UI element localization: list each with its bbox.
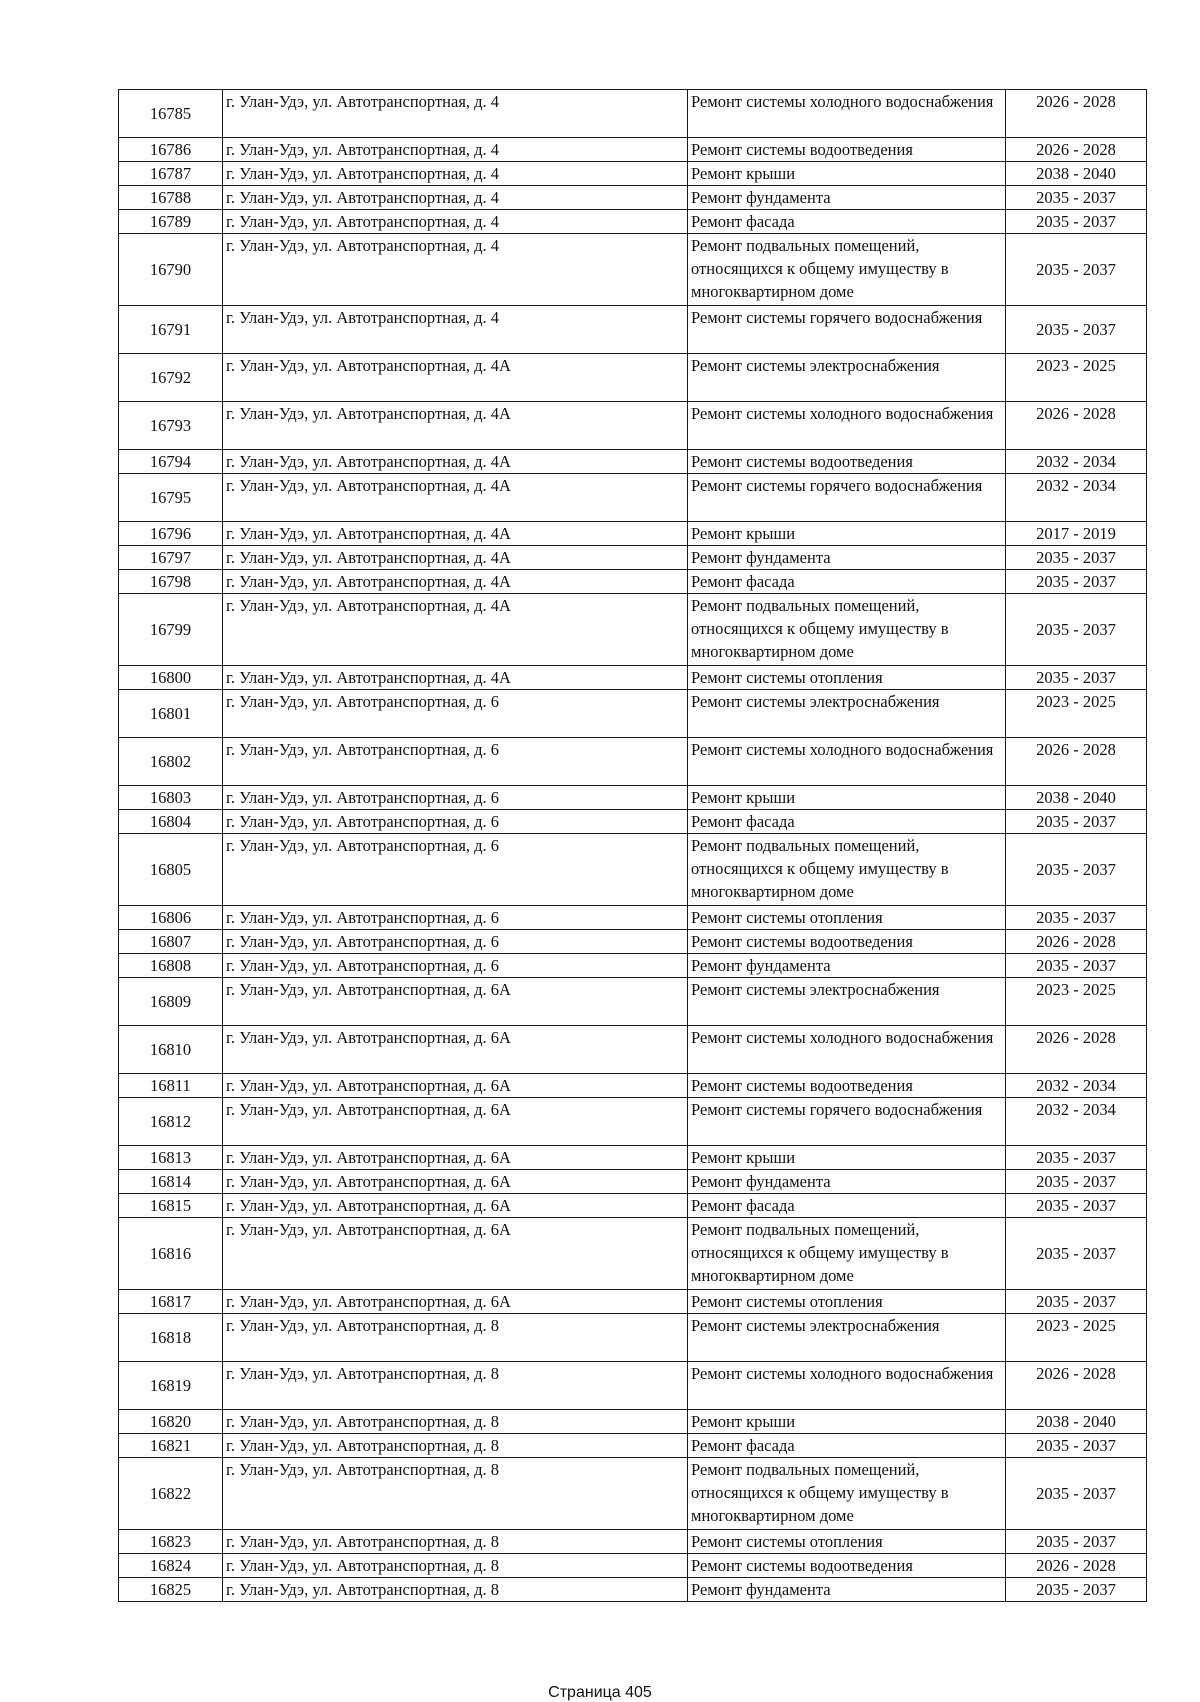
row-number: 16822 <box>119 1458 223 1530</box>
row-work-type: Ремонт фундамента <box>688 546 1006 570</box>
row-number: 16802 <box>119 738 223 786</box>
row-period: 2035 - 2037 <box>1006 1434 1147 1458</box>
row-period: 2035 - 2037 <box>1006 1146 1147 1170</box>
row-work-type: Ремонт подвальных помещений, относящихся к общему имуществу в многоквартирном доме <box>688 1458 1006 1530</box>
table-row <box>119 450 1147 474</box>
table-row <box>119 306 1147 354</box>
row-number: 16797 <box>119 546 223 570</box>
row-address: г. Улан-Удэ, ул. Автотранспортная, д. 4А <box>223 474 688 522</box>
row-number: 16811 <box>119 1074 223 1098</box>
table-row <box>119 906 1147 930</box>
row-address: г. Улан-Удэ, ул. Автотранспортная, д. 6А <box>223 1146 688 1170</box>
row-work-type: Ремонт системы водоотведения <box>688 930 1006 954</box>
row-work-type: Ремонт системы отопления <box>688 666 1006 690</box>
row-work-type: Ремонт системы холодного водоснабжения <box>688 738 1006 786</box>
row-work-type: Ремонт системы водоотведения <box>688 1554 1006 1578</box>
table-row <box>119 1578 1147 1602</box>
row-period: 2035 - 2037 <box>1006 1578 1147 1602</box>
row-address: г. Улан-Удэ, ул. Автотранспортная, д. 8 <box>223 1554 688 1578</box>
row-address: г. Улан-Удэ, ул. Автотранспортная, д. 4А <box>223 450 688 474</box>
table-row <box>119 666 1147 690</box>
row-period: 2035 - 2037 <box>1006 234 1147 306</box>
row-work-type: Ремонт подвальных помещений, относящихся к общему имуществу в многоквартирном доме <box>688 234 1006 306</box>
row-number: 16799 <box>119 594 223 666</box>
row-period: 2032 - 2034 <box>1006 474 1147 522</box>
row-address: г. Улан-Удэ, ул. Автотранспортная, д. 6А <box>223 1218 688 1290</box>
table-row <box>119 690 1147 738</box>
table-row <box>119 1098 1147 1146</box>
row-number: 16785 <box>119 90 223 138</box>
table-row <box>119 354 1147 402</box>
row-address: г. Улан-Удэ, ул. Автотранспортная, д. 4А <box>223 354 688 402</box>
row-number: 16818 <box>119 1314 223 1362</box>
row-work-type: Ремонт подвальных помещений, относящихся к общему имуществу в многоквартирном доме <box>688 1218 1006 1290</box>
row-work-type: Ремонт системы холодного водоснабжения <box>688 1026 1006 1074</box>
row-work-type: Ремонт подвальных помещений, относящихся к общему имуществу в многоквартирном доме <box>688 834 1006 906</box>
row-number: 16810 <box>119 1026 223 1074</box>
row-address: г. Улан-Удэ, ул. Автотранспортная, д. 6 <box>223 834 688 906</box>
row-address: г. Улан-Удэ, ул. Автотранспортная, д. 6А <box>223 1170 688 1194</box>
row-number: 16819 <box>119 1362 223 1410</box>
row-number: 16808 <box>119 954 223 978</box>
row-work-type: Ремонт системы электроснабжения <box>688 1314 1006 1362</box>
row-address: г. Улан-Удэ, ул. Автотранспортная, д. 4А <box>223 402 688 450</box>
row-period: 2035 - 2037 <box>1006 1458 1147 1530</box>
row-number: 16812 <box>119 1098 223 1146</box>
row-address: г. Улан-Удэ, ул. Автотранспортная, д. 4 <box>223 306 688 354</box>
row-period: 2023 - 2025 <box>1006 978 1147 1026</box>
row-work-type: Ремонт фасада <box>688 1434 1006 1458</box>
row-address: г. Улан-Удэ, ул. Автотранспортная, д. 8 <box>223 1458 688 1530</box>
row-work-type: Ремонт фасада <box>688 1194 1006 1218</box>
row-number: 16807 <box>119 930 223 954</box>
row-period: 2026 - 2028 <box>1006 138 1147 162</box>
table-row <box>119 1458 1147 1530</box>
row-number: 16804 <box>119 810 223 834</box>
row-address: г. Улан-Удэ, ул. Автотранспортная, д. 4 <box>223 162 688 186</box>
page-number: Страница 405 <box>548 1684 652 1701</box>
row-number: 16790 <box>119 234 223 306</box>
row-number: 16820 <box>119 1410 223 1434</box>
row-work-type: Ремонт крыши <box>688 786 1006 810</box>
row-period: 2032 - 2034 <box>1006 1098 1147 1146</box>
row-work-type: Ремонт системы водоотведения <box>688 138 1006 162</box>
row-period: 2035 - 2037 <box>1006 1194 1147 1218</box>
row-number: 16796 <box>119 522 223 546</box>
row-period: 2038 - 2040 <box>1006 162 1147 186</box>
row-period: 2035 - 2037 <box>1006 186 1147 210</box>
table-row <box>119 1026 1147 1074</box>
row-period: 2035 - 2037 <box>1006 210 1147 234</box>
table-row <box>119 954 1147 978</box>
table-row <box>119 402 1147 450</box>
table-row <box>119 1554 1147 1578</box>
table-row <box>119 522 1147 546</box>
row-period: 2035 - 2037 <box>1006 570 1147 594</box>
row-period: 2035 - 2037 <box>1006 666 1147 690</box>
row-period: 2035 - 2037 <box>1006 546 1147 570</box>
row-period: 2035 - 2037 <box>1006 810 1147 834</box>
row-period: 2023 - 2025 <box>1006 354 1147 402</box>
row-address: г. Улан-Удэ, ул. Автотранспортная, д. 6А <box>223 1290 688 1314</box>
row-work-type: Ремонт системы горячего водоснабжения <box>688 1098 1006 1146</box>
row-number: 16792 <box>119 354 223 402</box>
row-address: г. Улан-Удэ, ул. Автотранспортная, д. 6 <box>223 786 688 810</box>
row-number: 16801 <box>119 690 223 738</box>
row-period: 2038 - 2040 <box>1006 786 1147 810</box>
row-work-type: Ремонт фундамента <box>688 1578 1006 1602</box>
row-number: 16809 <box>119 978 223 1026</box>
row-work-type: Ремонт системы электроснабжения <box>688 690 1006 738</box>
table-row <box>119 810 1147 834</box>
row-work-type: Ремонт системы холодного водоснабжения <box>688 1362 1006 1410</box>
row-work-type: Ремонт крыши <box>688 1410 1006 1434</box>
row-period: 2026 - 2028 <box>1006 738 1147 786</box>
row-number: 16789 <box>119 210 223 234</box>
table-row <box>119 546 1147 570</box>
row-number: 16823 <box>119 1530 223 1554</box>
row-address: г. Улан-Удэ, ул. Автотранспортная, д. 4А <box>223 522 688 546</box>
table-row <box>119 138 1147 162</box>
row-work-type: Ремонт системы водоотведения <box>688 450 1006 474</box>
row-period: 2026 - 2028 <box>1006 1362 1147 1410</box>
row-number: 16815 <box>119 1194 223 1218</box>
row-address: г. Улан-Удэ, ул. Автотранспортная, д. 6 <box>223 690 688 738</box>
row-number: 16791 <box>119 306 223 354</box>
row-address: г. Улан-Удэ, ул. Автотранспортная, д. 6 <box>223 738 688 786</box>
row-address: г. Улан-Удэ, ул. Автотранспортная, д. 6 <box>223 954 688 978</box>
row-period: 2017 - 2019 <box>1006 522 1147 546</box>
row-address: г. Улан-Удэ, ул. Автотранспортная, д. 6А <box>223 1194 688 1218</box>
row-period: 2035 - 2037 <box>1006 954 1147 978</box>
row-address: г. Улан-Удэ, ул. Автотранспортная, д. 8 <box>223 1578 688 1602</box>
table-row <box>119 786 1147 810</box>
table-row <box>119 1314 1147 1362</box>
row-address: г. Улан-Удэ, ул. Автотранспортная, д. 4 <box>223 138 688 162</box>
row-period: 2023 - 2025 <box>1006 1314 1147 1362</box>
row-period: 2026 - 2028 <box>1006 90 1147 138</box>
row-number: 16817 <box>119 1290 223 1314</box>
row-address: г. Улан-Удэ, ул. Автотранспортная, д. 8 <box>223 1362 688 1410</box>
row-work-type: Ремонт фасада <box>688 570 1006 594</box>
row-period: 2035 - 2037 <box>1006 1170 1147 1194</box>
row-number: 16798 <box>119 570 223 594</box>
row-address: г. Улан-Удэ, ул. Автотранспортная, д. 4А <box>223 546 688 570</box>
row-work-type: Ремонт системы электроснабжения <box>688 354 1006 402</box>
row-address: г. Улан-Удэ, ул. Автотранспортная, д. 4 <box>223 210 688 234</box>
row-address: г. Улан-Удэ, ул. Автотранспортная, д. 8 <box>223 1410 688 1434</box>
row-address: г. Улан-Удэ, ул. Автотранспортная, д. 6 <box>223 930 688 954</box>
row-number: 16788 <box>119 186 223 210</box>
row-number: 16794 <box>119 450 223 474</box>
row-number: 16786 <box>119 138 223 162</box>
table-row <box>119 90 1147 138</box>
row-number: 16787 <box>119 162 223 186</box>
row-work-type: Ремонт системы горячего водоснабжения <box>688 474 1006 522</box>
table-row <box>119 474 1147 522</box>
row-work-type: Ремонт системы холодного водоснабжения <box>688 90 1006 138</box>
table-row <box>119 594 1147 666</box>
row-address: г. Улан-Удэ, ул. Автотранспортная, д. 4А <box>223 594 688 666</box>
row-address: г. Улан-Удэ, ул. Автотранспортная, д. 8 <box>223 1434 688 1458</box>
row-period: 2026 - 2028 <box>1006 930 1147 954</box>
table-row <box>119 1362 1147 1410</box>
row-period: 2035 - 2037 <box>1006 1290 1147 1314</box>
row-work-type: Ремонт фундамента <box>688 186 1006 210</box>
row-period: 2032 - 2034 <box>1006 1074 1147 1098</box>
row-work-type: Ремонт крыши <box>688 162 1006 186</box>
row-address: г. Улан-Удэ, ул. Автотранспортная, д. 4 <box>223 90 688 138</box>
row-number: 16800 <box>119 666 223 690</box>
row-period: 2026 - 2028 <box>1006 1026 1147 1074</box>
row-work-type: Ремонт крыши <box>688 522 1006 546</box>
row-work-type: Ремонт системы холодного водоснабжения <box>688 402 1006 450</box>
table-row <box>119 1530 1147 1554</box>
table-row <box>119 570 1147 594</box>
table-row <box>119 1434 1147 1458</box>
row-address: г. Улан-Удэ, ул. Автотранспортная, д. 4А <box>223 666 688 690</box>
row-number: 16816 <box>119 1218 223 1290</box>
row-period: 2023 - 2025 <box>1006 690 1147 738</box>
row-address: г. Улан-Удэ, ул. Автотранспортная, д. 8 <box>223 1530 688 1554</box>
row-number: 16821 <box>119 1434 223 1458</box>
row-address: г. Улан-Удэ, ул. Автотранспортная, д. 4А <box>223 570 688 594</box>
row-work-type: Ремонт подвальных помещений, относящихся к общему имуществу в многоквартирном доме <box>688 594 1006 666</box>
row-work-type: Ремонт системы отопления <box>688 1290 1006 1314</box>
table-row <box>119 186 1147 210</box>
row-work-type: Ремонт системы отопления <box>688 1530 1006 1554</box>
row-number: 16824 <box>119 1554 223 1578</box>
row-number: 16814 <box>119 1170 223 1194</box>
row-address: г. Улан-Удэ, ул. Автотранспортная, д. 8 <box>223 1314 688 1362</box>
row-work-type: Ремонт фасада <box>688 210 1006 234</box>
row-number: 16793 <box>119 402 223 450</box>
repair-schedule-table <box>118 89 1147 1602</box>
row-period: 2035 - 2037 <box>1006 1530 1147 1554</box>
row-work-type: Ремонт системы отопления <box>688 906 1006 930</box>
row-work-type: Ремонт фундамента <box>688 954 1006 978</box>
row-period: 2035 - 2037 <box>1006 1218 1147 1290</box>
row-address: г. Улан-Удэ, ул. Автотранспортная, д. 6 <box>223 810 688 834</box>
table-row <box>119 162 1147 186</box>
row-work-type: Ремонт фундамента <box>688 1170 1006 1194</box>
row-number: 16803 <box>119 786 223 810</box>
table-row <box>119 930 1147 954</box>
row-number: 16805 <box>119 834 223 906</box>
row-work-type: Ремонт крыши <box>688 1146 1006 1170</box>
table-row <box>119 234 1147 306</box>
row-period: 2035 - 2037 <box>1006 306 1147 354</box>
row-address: г. Улан-Удэ, ул. Автотранспортная, д. 4 <box>223 186 688 210</box>
row-number: 16795 <box>119 474 223 522</box>
row-address: г. Улан-Удэ, ул. Автотранспортная, д. 6А <box>223 1026 688 1074</box>
table-row <box>119 1170 1147 1194</box>
table-row <box>119 834 1147 906</box>
table-body <box>119 90 1147 1602</box>
table-row <box>119 738 1147 786</box>
row-period: 2026 - 2028 <box>1006 402 1147 450</box>
row-number: 16813 <box>119 1146 223 1170</box>
table-row <box>119 210 1147 234</box>
row-work-type: Ремонт системы водоотведения <box>688 1074 1006 1098</box>
row-number: 16806 <box>119 906 223 930</box>
row-address: г. Улан-Удэ, ул. Автотранспортная, д. 4 <box>223 234 688 306</box>
row-period: 2032 - 2034 <box>1006 450 1147 474</box>
row-work-type: Ремонт системы горячего водоснабжения <box>688 306 1006 354</box>
row-number: 16825 <box>119 1578 223 1602</box>
row-address: г. Улан-Удэ, ул. Автотранспортная, д. 6А <box>223 1074 688 1098</box>
row-period: 2035 - 2037 <box>1006 834 1147 906</box>
row-period: 2026 - 2028 <box>1006 1554 1147 1578</box>
row-address: г. Улан-Удэ, ул. Автотранспортная, д. 6А <box>223 978 688 1026</box>
row-period: 2035 - 2037 <box>1006 594 1147 666</box>
row-work-type: Ремонт фасада <box>688 810 1006 834</box>
table-row <box>119 1194 1147 1218</box>
table-row <box>119 1410 1147 1434</box>
row-address: г. Улан-Удэ, ул. Автотранспортная, д. 6А <box>223 1098 688 1146</box>
table-row <box>119 1146 1147 1170</box>
table-row <box>119 1290 1147 1314</box>
row-work-type: Ремонт системы электроснабжения <box>688 978 1006 1026</box>
row-address: г. Улан-Удэ, ул. Автотранспортная, д. 6 <box>223 906 688 930</box>
table-row <box>119 1218 1147 1290</box>
table-row <box>119 978 1147 1026</box>
row-period: 2035 - 2037 <box>1006 906 1147 930</box>
row-period: 2038 - 2040 <box>1006 1410 1147 1434</box>
table-row <box>119 1074 1147 1098</box>
